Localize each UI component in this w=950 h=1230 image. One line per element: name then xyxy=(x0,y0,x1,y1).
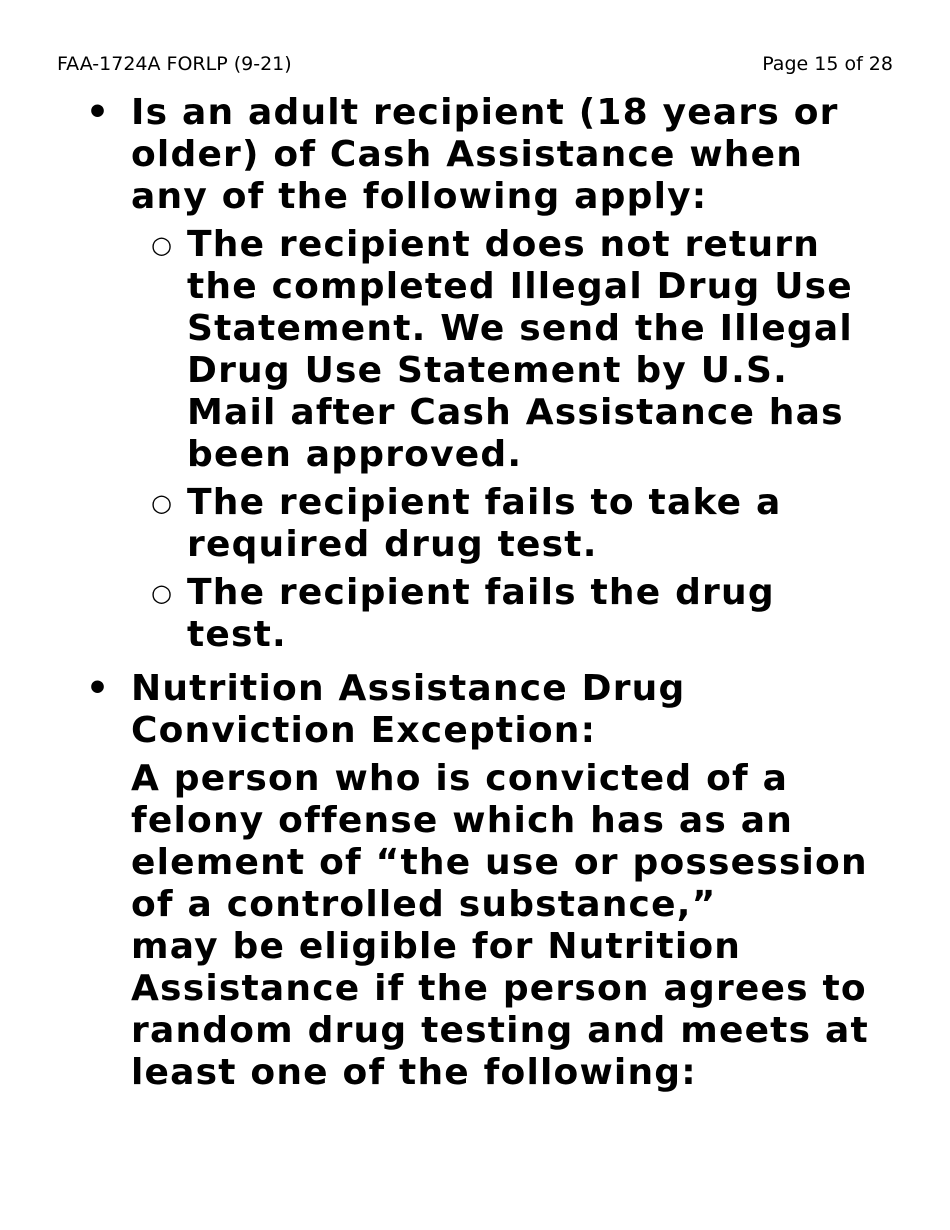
bullet-dot-icon: • xyxy=(86,668,111,709)
form-id: FAA-1724A FORLP (9-21) xyxy=(57,53,292,75)
sub-item-statement-not-returned xyxy=(143,224,906,476)
text-line: random drug testing and meets at xyxy=(131,1010,869,1051)
circle-bullet-icon: ○ xyxy=(151,579,174,607)
page-number: Page 15 of 28 xyxy=(762,53,893,75)
text-line: the completed Illegal Drug Use xyxy=(187,266,853,307)
sub-item-fails-test xyxy=(143,572,906,656)
text-line: may be eligible for Nutrition xyxy=(131,926,742,967)
text-line: required drug test. xyxy=(187,524,598,565)
bullet-item-text xyxy=(131,92,906,218)
bullet-item-nutrition-exception xyxy=(86,668,906,1094)
section-heading xyxy=(131,668,906,752)
text-line: The recipient fails to take a xyxy=(187,482,782,523)
sub-list xyxy=(131,224,906,656)
document-body xyxy=(86,92,906,1094)
text-line: of a controlled substance,” xyxy=(131,884,717,925)
text-line: The recipient does not return xyxy=(187,224,821,265)
text-line: Assistance if the person agrees to xyxy=(131,968,867,1009)
text-line: least one of the following: xyxy=(131,1052,697,1093)
text-line: Mail after Cash Assistance has xyxy=(187,392,844,433)
page-header xyxy=(57,52,893,76)
text-line: any of the following apply: xyxy=(131,176,708,217)
bullet-item-cash-assistance xyxy=(86,92,906,656)
circle-bullet-icon: ○ xyxy=(151,231,174,259)
text-line: been approved. xyxy=(187,434,523,475)
exception-paragraph xyxy=(131,758,906,1094)
circle-bullet-icon: ○ xyxy=(151,489,174,517)
heading-line: Conviction Exception: xyxy=(131,710,597,751)
bullet-dot-icon: • xyxy=(86,92,111,133)
text-line: Statement. We send the Illegal xyxy=(187,308,853,349)
text-line: older) of Cash Assistance when xyxy=(131,134,804,175)
text-line: test. xyxy=(187,614,287,655)
text-line: The recipient fails the drug xyxy=(187,572,775,613)
text-line: Is an adult recipient (18 years or xyxy=(131,92,839,133)
text-line: felony offense which has as an xyxy=(131,800,794,841)
text-line: A person who is convicted of a xyxy=(131,758,789,799)
text-line: element of “the use or possession xyxy=(131,842,868,883)
heading-line: Nutrition Assistance Drug xyxy=(131,668,686,709)
text-line: Drug Use Statement by U.S. xyxy=(187,350,789,391)
sub-item-fails-to-take-test xyxy=(143,482,906,566)
